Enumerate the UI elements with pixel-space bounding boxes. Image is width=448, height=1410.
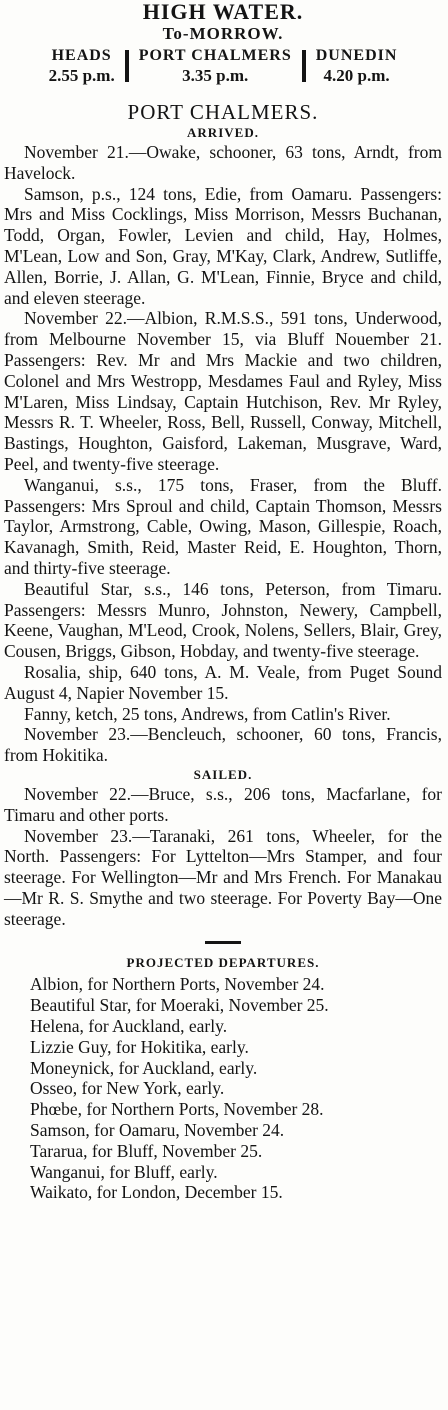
departure-item: Lizzie Guy, for Hokitika, early.	[30, 1036, 249, 1057]
sailing-entry: November 23.—Taranaki, 261 tons, Wheeler, for the North. Passengers: For Lyttelton—Mrs Stamper, and four steerage. For Wellington—Mr and Mrs French. For Manakau—Mr R. S. Smythe and two steerage. For Poverty Bay—One steerage.	[4, 825, 442, 929]
arrival-entry: Beautiful Star, s.s., 146 tons, Peterson, from Timaru. Passengers: Messrs Munro, Johnston, Newery, Campbell, Keene, Vaughan, M'Leod, Crook, Nolens, Sellers, Blair, Grey, Cousen, Briggs, Gibson, Hobday, and twenty-five steerage.	[4, 578, 442, 662]
high-water-subtitle: To-MORROW.	[162, 24, 284, 43]
departure-item: Albion, for Northern Ports, November 24.	[30, 974, 325, 995]
high-water-title: HIGH WATER.	[142, 0, 304, 24]
departure-item: Beautiful Star, for Moeraki, November 25.	[30, 995, 329, 1016]
departure-item: Osseo, for New York, early.	[30, 1078, 225, 1099]
tide-table	[4, 46, 442, 86]
tide-place: HEADS	[51, 47, 112, 64]
departure-item: Samson, for Oamaru, November 24.	[30, 1120, 285, 1141]
arrival-entry: Samson, p.s., 124 tons, Edie, from Oamaru. Passengers: Mrs and Miss Cocklings, Miss Morrison, Messrs Buchanan, Todd, Organ, Fowler, Levien and child, Hay, Holmes, M'Lean, Low and Son, Gray, M'Kay, Clark, Andrew, Sutliffe, Allen, Borrie, J. Allan, G. M'Lean, Finnie, Bryce and child, and eleven steerage.	[4, 183, 442, 308]
tide-heads	[39, 46, 125, 86]
sailing-entry: November 22.—Bruce, s.s., 206 tons, Macfarlane, for Timaru and other ports.	[4, 783, 442, 825]
arrival-entry: November 21.—Owake, schooner, 63 tons, Arndt, from Havelock.	[4, 142, 442, 183]
arrived-list	[4, 142, 442, 766]
sailed-list	[4, 784, 442, 930]
tide-port-chalmers	[129, 46, 302, 86]
arrived-heading: ARRIVED.	[187, 125, 259, 140]
departure-item: Helena, for Auckland, early.	[30, 1016, 228, 1037]
section-divider	[205, 941, 241, 944]
tide-time: 4.20 p.m.	[323, 66, 390, 85]
tide-time: 2.55 p.m.	[48, 66, 115, 85]
arrival-entry: November 23.—Bencleuch, schooner, 60 tons, Francis, from Hokitika.	[4, 724, 442, 766]
arrival-entry: Fanny, ketch, 25 tons, Andrews, from Catlin's River.	[24, 703, 391, 724]
tide-place: PORT CHALMERS	[138, 47, 292, 64]
tide-time: 3.35 p.m.	[182, 66, 249, 85]
arrival-entry: November 22.—Albion, R.M.S.S., 591 tons, Underwood, from Melbourne November 15, via Bluff Nouember 21. Passengers: Rev. Mr and Mrs Mackie and two children, Colonel and Mrs Westropp, Mesdames Faul and Ryley, Miss M'Laren, Miss Lindsay, Captain Hutchison, Rev. Mr Ryley, Messrs R. T. Wheeler, Ross, Bell, Russell, Conway, Mitchell, Bastings, Houghton, Gaisford, Lakeman, Musgrave, Ward, Peel, and twenty-five steerage.	[4, 308, 442, 474]
arrival-entry: Wanganui, s.s., 175 tons, Fraser, from the Bluff. Passengers: Mrs Sproul and child, Captain Thomson, Messrs Taylor, Armstrong, Cable, Owing, Mason, Gillespie, Roach, Kavanagh, Smith, Reid, Master Reid, E. Houghton, Thorn, and thirty-five steerage.	[4, 474, 442, 578]
sailed-heading: SAILED.	[193, 766, 253, 782]
departures-heading: PROJECTED DEPARTURES.	[126, 955, 320, 971]
section-title: PORT CHALMERS.	[127, 100, 319, 124]
departure-item: Wanganui, for Bluff, early.	[30, 1161, 218, 1182]
departures-list	[4, 974, 442, 1203]
tide-dunedin	[306, 46, 408, 86]
departure-item: Waikato, for London, December 15.	[30, 1182, 283, 1203]
departure-item: Phœbe, for Northern Ports, November 28.	[30, 1099, 324, 1120]
departure-item: Tararua, for Bluff, November 25.	[30, 1140, 263, 1161]
departure-item: Moneynick, for Auckland, early.	[30, 1057, 258, 1078]
arrival-entry: Rosalia, ship, 640 tons, A. M. Veale, from Puget Sound August 4, Napier November 15.	[4, 661, 442, 703]
tide-place: DUNEDIN	[315, 47, 398, 64]
